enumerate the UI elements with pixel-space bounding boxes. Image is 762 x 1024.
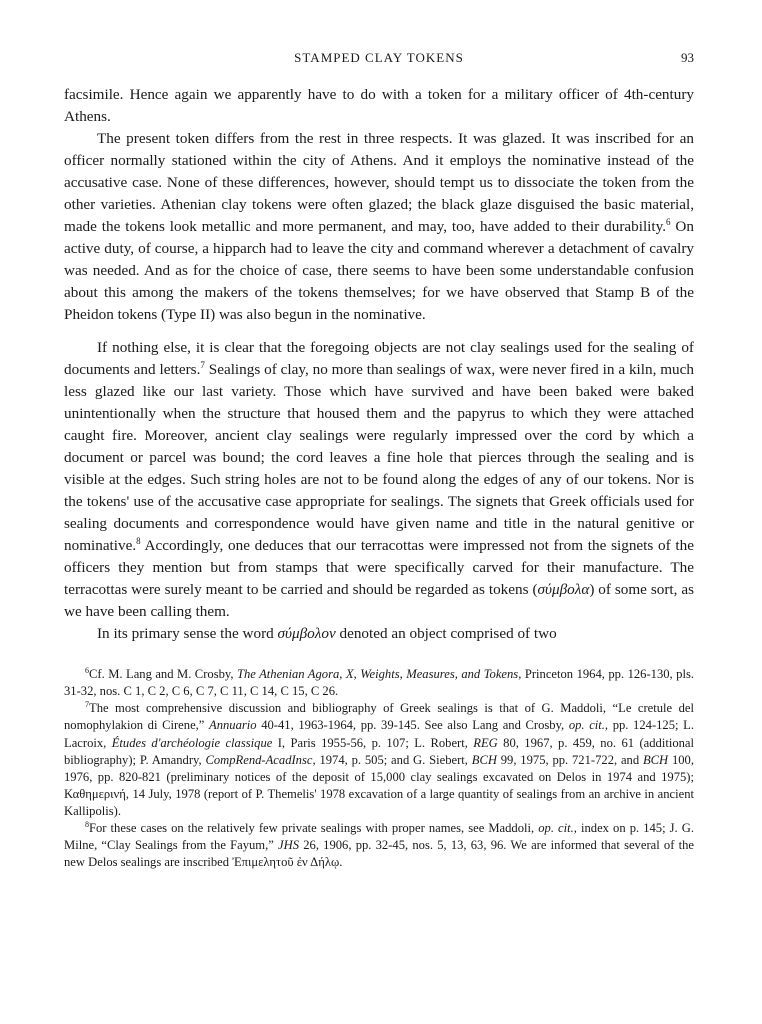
- running-head-title: STAMPED CLAY TOKENS: [294, 50, 464, 65]
- footnote-7-etudes: Études d'archéologie classique: [111, 735, 273, 750]
- footnote-7-mark: 7: [85, 700, 89, 710]
- paragraph-2-text-b: On active duty, of course, a hipparch had to leave the city and command wherever a detachment of cavalry was needed. And as for the choice of case, there seems to have been some understandable confusion about this among the makers of the tokens themselves; for we have observed that Stamp B of the Pheidon tokens (Type II) was also begun in the nominative.: [64, 218, 694, 324]
- footnote-7: [64, 700, 694, 820]
- paragraph-3-text-d: ) of some sort, as we have been calling them.: [64, 581, 694, 621]
- footnote-7-annuario: Annuario: [209, 718, 257, 733]
- footnote-8-text-a: For these cases on the relatively few private sealings with proper names, see Maddoli,: [89, 821, 539, 836]
- footnote-6: [64, 666, 694, 700]
- footnote-7-text-a: The most comprehensive discussion and bibliography of Greek sealings is that of G. Maddoli, “Le cretule del nomophylakion di Cirene,”: [64, 701, 694, 733]
- paragraph-2: [64, 128, 694, 326]
- greek-term-symbola: σύμβολα: [537, 581, 590, 599]
- footnote-ref-8[interactable]: 8: [136, 535, 141, 546]
- paragraph-4: [64, 623, 694, 645]
- footnote-8-jhs: JHS: [278, 838, 300, 853]
- paragraph-1: [64, 84, 694, 128]
- running-head: [64, 50, 694, 70]
- footnote-8-text-b: index on p. 145; J. G. Milne, “Clay Sealings from the Fayum,”: [64, 821, 695, 853]
- footnote-7-text-d: I, Paris 1955-56, p. 107; L. Robert,: [272, 735, 474, 750]
- footnote-7-text-b: 40-41, 1963-1964, pp. 39-145. See also Lang and Crosby,: [256, 718, 569, 733]
- footnote-7-text-h: 100, 1976, pp. 820-821 (preliminary notices of the deposit of 15,000 clay sealings excavated on Delos in 1974 and 1975);: [64, 752, 694, 784]
- paragraph-4-text-b: denoted an object comprised of two: [335, 625, 557, 643]
- footnote-6-title: The Athenian Agora, X, Weights, Measures, and Tokens,: [236, 667, 522, 682]
- footnote-7-bch-1: BCH: [471, 752, 497, 767]
- footnote-ref-6[interactable]: 6: [666, 217, 671, 228]
- page-number: 93: [681, 50, 694, 65]
- footnote-7-text-f: 1974, p. 505; and G. Siebert,: [315, 752, 472, 767]
- document-page: [64, 50, 694, 871]
- footnote-7-kathimerini: Καθημερινή,: [64, 786, 129, 801]
- footnote-8-mark: 8: [85, 820, 89, 830]
- body-text: [64, 84, 694, 645]
- footnote-ref-7[interactable]: 7: [200, 359, 205, 370]
- paragraph-2-text-a: The present token differs from the rest in three respects. It was glazed. It was inscribed for an officer normally stationed within the city of Athens. And it employs the nominative instead of the accusative case. None of these differences, however, should tempt us to dissociate the token from the other varieties. Athenian clay tokens were often glazed; the black glaze disguised the basic material, made the tokens look metallic and more permanent, and may, too, have added to their durability.: [64, 130, 694, 236]
- footnote-7-opcit: op. cit.,: [568, 718, 609, 733]
- footnote-6-text-b: Princeton 1964, pp. 126-130, pls. 31-32, nos. C 1, C 2, C 6, C 7, C 11, C 14, C 15, C 26.: [64, 667, 694, 699]
- footnote-8-greek: Ἐπιμελητοῦ ἐν Δήλῳ.: [232, 855, 343, 870]
- footnote-7-comprend: CompRend-AcadInsc,: [205, 752, 316, 767]
- paragraph-3-text-a: If nothing else, it is clear that the foregoing objects are not clay sealings used for the sealing of documents and letters.: [64, 338, 694, 378]
- paragraph-3: [64, 337, 694, 624]
- footnote-8-opcit: op. cit.,: [538, 821, 577, 836]
- paragraph-3-text-b: Sealings of clay, no more than sealings of wax, were never fired in a kiln, much less glazed like our last variety. Those which have survived and have been baked were baked unintentionally when the structure that housed them and the papyrus to which they were attached caught fire. Moreover, ancient clay sealings were regularly impressed over the cord by which a document or parcel was bound; the cord leaves a fine hole that pierces through the sealing and is visible at the edges. Such string holes are not to be found along the edges of any of our tokens. Nor is the tokens' use of the accusative case appropriate for sealings. The signets that Greek officials used for sealing documents and correspondence would have given name and title in the natural genitive or nominative.: [64, 360, 694, 554]
- footnote-8-text-c: 26, 1906, pp. 32-45, nos. 5, 13, 63, 96. We are informed that several of the new Delos sealings are inscribed: [64, 838, 694, 870]
- footnotes: [64, 666, 694, 871]
- paragraph-1-text: facsimile. Hence again we apparently have to do with a token for a military officer of 4th-century Athens.: [64, 86, 694, 126]
- footnote-6-text-a: Cf. M. Lang and M. Crosby,: [89, 667, 237, 682]
- footnote-7-bch-2: BCH: [642, 752, 669, 767]
- footnote-8: [64, 820, 694, 871]
- footnote-6-mark: 6: [85, 666, 89, 676]
- footnote-7-reg: REG: [473, 735, 498, 750]
- paragraph-3-text-c: Accordingly, one deduces that our terracottas were impressed not from the signets of the officers they mention but from stamps that were specifically carved for their manufacture. The terracottas were surely meant to be carried and should be regarded as tokens (: [64, 536, 694, 599]
- paragraph-4-text-a: In its primary sense the word: [97, 625, 278, 643]
- footnote-7-text-i: 14 July, 1978 (report of P. Themelis' 1978 excavation of a large quantity of sealings from an archive in ancient Kallipolis).: [64, 786, 694, 818]
- greek-term-symbolon: σύμβολον: [277, 625, 336, 643]
- footnote-7-text-g: 99, 1975, pp. 721-722, and: [496, 752, 643, 767]
- footnote-7-text-e: 80, 1967, p. 459, no. 61 (additional bibliography); P. Amandry,: [64, 735, 694, 767]
- footnote-7-text-c: pp. 124-125; L. Lacroix,: [64, 718, 694, 750]
